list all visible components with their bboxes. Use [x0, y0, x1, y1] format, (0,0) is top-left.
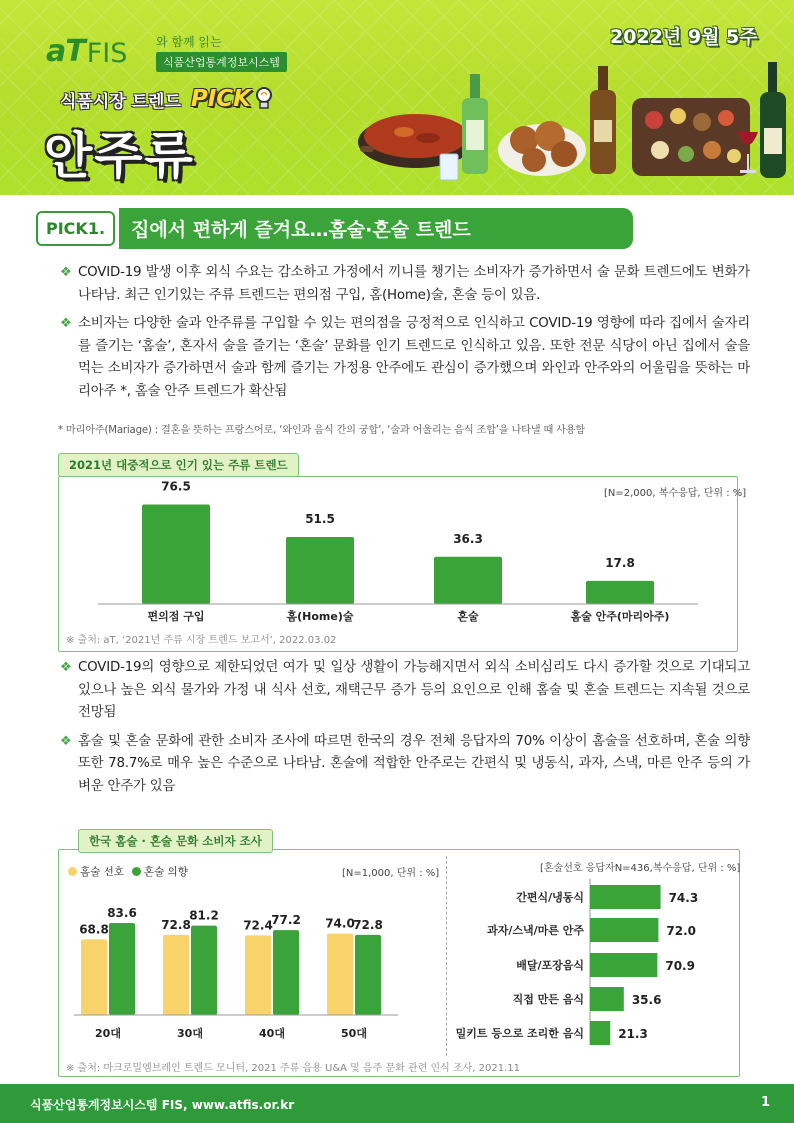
- footnote: * 마리아주(Mariage) : 결혼을 뜻하는 프랑스어로, ‘와인과 음식 간의 궁합’, ‘술과 어울리는 음식 조합’을 나타낼 때 사용함: [58, 425, 586, 436]
- food-illustration: [356, 62, 794, 192]
- data-label: 83.6: [107, 906, 137, 921]
- bar: [590, 1021, 610, 1045]
- chart1-source: ※ 출처: aT, ‘2021년 주류 시장 트렌드 보고서’, 2022.03.02: [66, 635, 337, 646]
- pick-number: PICK1.: [36, 211, 115, 246]
- logo-at: aT: [46, 34, 85, 69]
- category-label: 40대: [259, 1027, 285, 1040]
- data-label: 70.9: [665, 959, 695, 973]
- category-label: 홈(Home)술: [286, 610, 354, 623]
- category-label: 배달/포장음식: [516, 959, 584, 972]
- bullet-icon: ❖: [60, 316, 72, 331]
- bullet-icon: ❖: [60, 660, 72, 675]
- pick1-heading: [36, 208, 633, 249]
- chart3-horizontal-bar-chart: [446, 849, 740, 1049]
- chart2-note-right: [혼술선호 응답자N=436,복수응답, 단위 : %]: [540, 863, 741, 874]
- chart2-grouped-bar-chart: [58, 849, 446, 1049]
- paragraphs-mid: [60, 657, 750, 804]
- data-label: 36.3: [453, 531, 483, 546]
- logo-tagline: [156, 33, 287, 72]
- system-name-badge: 식품산업통계정보시스템: [156, 52, 287, 72]
- atfis-logo[interactable]: [46, 34, 127, 69]
- bar: [273, 930, 299, 1015]
- bullet-icon: ❖: [60, 265, 72, 280]
- bar: [81, 939, 107, 1015]
- category-label: 간편식/냉동식: [516, 891, 584, 904]
- soju-bottle-icon: [462, 74, 488, 174]
- chart2-source: ※ 출처: 마크로밀엠브레인 트렌드 모니터, 2021 주류 음용 U&A 및 음주 문화 관련 인식 조사, 2021.11: [66, 1063, 521, 1074]
- logo-fis: FIS: [86, 38, 128, 69]
- data-label: 17.8: [605, 555, 635, 570]
- bar: [586, 581, 654, 604]
- bar: [590, 885, 661, 909]
- data-label: 76.5: [161, 479, 191, 494]
- data-label: 51.5: [305, 512, 335, 527]
- paragraph-text: COVID-19의 영향으로 제한되었던 여가 및 일상 생활이 가능해지면서 외식 소비심리도 다시 증가할 것으로 기대되고 있으나 높은 외식 물가와 가정 내 식사 선호, 재택근무 증가 등의 요인으로 인해 홈술 및 혼술 트렌드는 지속될 것으로 전망됨: [78, 660, 750, 720]
- soju-glass-icon: [440, 154, 458, 180]
- fried-chicken-icon: [498, 121, 586, 176]
- paragraph: [60, 313, 750, 403]
- category-label: 직접 만든 음식: [512, 993, 584, 1006]
- bar: [355, 935, 381, 1015]
- page-number: 1: [760, 1095, 770, 1110]
- category-label: 50대: [341, 1027, 367, 1040]
- data-label: 74.3: [668, 891, 699, 905]
- footer-text: 식품산업통계정보시스템 FIS, www.atfis.or.kr: [30, 1098, 295, 1112]
- pick-title: 집에서 편하게 즐겨요…홈술·혼술 트렌드: [119, 208, 633, 249]
- paragraph: [60, 657, 750, 725]
- slogan: 와 함께 읽는: [156, 35, 222, 49]
- paragraphs-top: [60, 262, 750, 409]
- data-label: 72.8: [161, 917, 191, 932]
- bar: [327, 934, 353, 1015]
- data-label: 72.4: [243, 918, 273, 933]
- bar: [434, 557, 502, 604]
- data-label: 68.8: [79, 922, 109, 937]
- trend-pick-label: [60, 86, 273, 112]
- chart2-note-left: [N=1,000, 단위 : %]: [342, 868, 440, 879]
- category-label: 밀키트 등으로 조리한 음식: [455, 1027, 584, 1040]
- page-title: 안주류: [44, 127, 195, 185]
- chart2-tag: 한국 홈술 · 혼술 문화 소비자 조사: [78, 829, 273, 853]
- bar: [590, 918, 658, 942]
- chart1-note: [N=2,000, 복수응답, 단위 : %]: [604, 488, 747, 499]
- data-label: 77.2: [271, 913, 301, 928]
- paragraph-text: COVID-19 발생 이후 외식 수요는 감소하고 가정에서 끼니를 챙기는 소비자가 증가하면서 술 문화 트렌드에도 변화가 나타남. 최근 인기있는 주류 트렌드는 편의점 구입, 홈(Home)술, 혼술 등이 있음.: [78, 265, 750, 303]
- bar: [142, 505, 210, 604]
- category-label: 혼술: [457, 610, 479, 623]
- page-footer: [0, 1084, 794, 1123]
- bar: [245, 935, 271, 1015]
- bar: [191, 926, 217, 1015]
- category-label: 홈술 안주(마리아주): [570, 610, 670, 623]
- data-label: 81.2: [189, 908, 219, 923]
- bar: [109, 923, 135, 1015]
- wine-bottle-icon: [760, 62, 786, 178]
- issue-date: 2022년 9월 5주: [610, 26, 758, 48]
- chart1-tag: 2021년 대중적으로 인기 있는 주류 트렌드: [58, 453, 299, 477]
- data-label: 72.0: [666, 924, 697, 938]
- data-label: 21.3: [618, 1027, 648, 1041]
- bar: [163, 935, 189, 1015]
- data-label: 72.8: [353, 917, 383, 932]
- category-label: 30대: [177, 1027, 203, 1040]
- bar: [286, 537, 354, 604]
- pick-word: PICK: [190, 86, 251, 112]
- chart1-bar-chart: [58, 476, 738, 636]
- lightbulb-icon: [255, 86, 273, 112]
- category-label: 편의점 구입: [147, 610, 205, 623]
- category-label: 20대: [95, 1027, 121, 1040]
- data-label: 35.6: [631, 993, 662, 1007]
- paragraph: [60, 262, 750, 307]
- category-label: 과자/스낵/마른 안주: [487, 924, 584, 937]
- data-label: 74.0: [325, 916, 355, 931]
- paragraph: [60, 731, 750, 799]
- paragraph-text: 홈술 및 혼술 문화에 관한 소비자 조사에 따르면 한국의 경우 전체 응답자의 70% 이상이 홈술을 선호하며, 혼술 의향 또한 78.7%로 매우 높은 수준으로 나타남. 혼술에 적합한 안주로는 간편식 및 냉동식, 과자, 스낵, 마른 안주 등의 가벼운 안주가 있음: [78, 733, 750, 794]
- bar: [590, 987, 624, 1011]
- page-header: [0, 0, 794, 195]
- bullet-icon: ❖: [60, 733, 72, 749]
- paragraph-text: 소비자는 다양한 술과 안주류를 구입할 수 있는 편의점을 긍정적으로 인식하고 COVID-19 영향에 따라 집에서 술자리를 즐기는 ‘홈술’, 혼자서 술을 즐기는 ‘혼술’ 문화를 인기 트렌드로 인식하고 있음. 또한 전문 식당이 아닌 집에서 술을 먹는 소비자가 증가하면서 술과 함께 즐기는 가정용 안주에도 관심이 증가했으며 와인과 안주와의 어울림을 뜻하는 마리아주 *, 홈술 안주 트렌드가 확산됨: [78, 316, 750, 399]
- trend-label: 식품시장 트렌드: [60, 91, 181, 112]
- snack-platter-icon: [632, 98, 750, 176]
- legend-label: 홈술 선호: [80, 866, 124, 878]
- beer-bottle-icon: [590, 66, 616, 174]
- legend-label: 혼술 의향: [143, 866, 188, 878]
- bar: [590, 953, 657, 977]
